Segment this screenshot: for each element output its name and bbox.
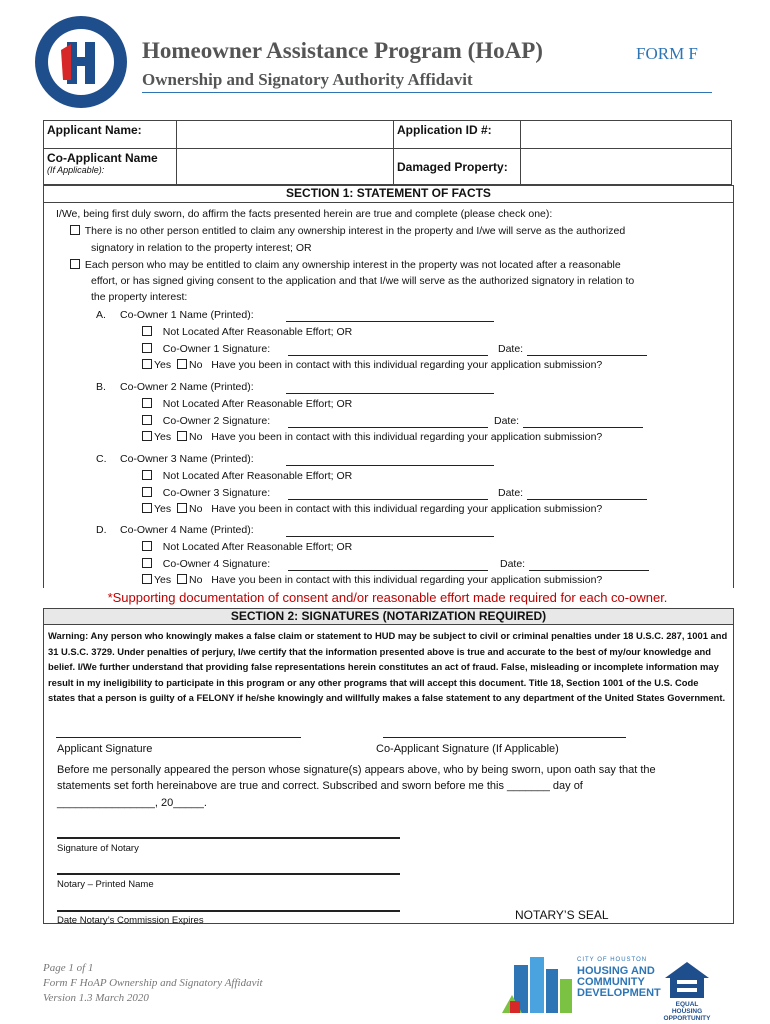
signature-label: Co-Owner 3 Signature: (162, 487, 271, 499)
coowner-name-field[interactable] (286, 393, 494, 394)
coowner-name-field[interactable] (286, 465, 494, 466)
option2-line1: Each person who may be entitled to claim any ownership interest in the property was not located after a reasonable (84, 259, 621, 271)
option1-checkbox[interactable] (70, 225, 80, 235)
option1-line1: There is no other person entitled to claim any ownership interest in the property and I/we will serve as the authorized (84, 225, 626, 237)
coowner-signature-row (142, 558, 270, 570)
coowner-letter: A. (96, 309, 106, 321)
coapplicant-name-label: Co-Applicant Name (47, 151, 158, 165)
signature-label: Co-Owner 4 Signature: (162, 558, 271, 570)
option2 (70, 259, 621, 271)
option1-line2: signatory in relation to the property interest; OR (91, 242, 312, 254)
commission-expires-line[interactable] (57, 910, 400, 912)
signature-checkbox[interactable] (142, 487, 152, 497)
not-located-checkbox[interactable] (142, 326, 152, 336)
section1-intro: I/We, being first duly sworn, do affirm the facts presented herein are true and complete (please check one): (56, 208, 553, 220)
applicant-signature-label: Applicant Signature (57, 743, 153, 755)
hcd-line2: COMMUNITY (577, 976, 645, 988)
date-label: Date: (498, 343, 524, 355)
no-checkbox[interactable] (177, 574, 187, 584)
not-located-checkbox[interactable] (142, 398, 152, 408)
not-located-label: Not Located After Reasonable Effort; OR (162, 470, 353, 482)
commission-expires-label: Date Notary’s Commission Expires (57, 915, 204, 926)
contact-question: Have you been in contact with this individual regarding your application submission? (211, 503, 603, 515)
option2-line3: the property interest: (91, 291, 188, 303)
coowner-name-field[interactable] (286, 321, 494, 322)
coowner-name-label: Co-Owner 4 Name (Printed): (120, 524, 254, 536)
notary-text-line2: statements set forth hereinabove are true and correct. Subscribed and sworn before me this _______ day of (57, 780, 583, 792)
no-label: No (188, 574, 203, 586)
form-title: Homeowner Assistance Program (HoAP) (142, 38, 543, 63)
coowner-not-located (142, 398, 352, 410)
yes-checkbox[interactable] (142, 431, 152, 441)
contact-question-row (142, 503, 602, 515)
notary-printed-name-line[interactable] (57, 873, 400, 875)
section1-heading: SECTION 1: STATEMENT OF FACTS (43, 185, 734, 203)
coowner-not-located (142, 541, 352, 553)
coowner-letter: C. (96, 453, 107, 465)
application-id-field[interactable] (521, 121, 732, 149)
coowner-letter: D. (96, 524, 107, 536)
hcd-line3: DEVELOPMENT (577, 987, 661, 999)
coowner-not-located (142, 326, 352, 338)
contact-question: Have you been in contact with this individual regarding your application submission? (211, 359, 603, 371)
signature-checkbox[interactable] (142, 343, 152, 353)
eho-line1: EQUAL HOUSING (671, 1001, 703, 1015)
supporting-documentation-note: *Supporting documentation of consent and/or reasonable effort made required for each co-owner. (107, 590, 668, 605)
contact-question: Have you been in contact with this individual regarding your application submission? (211, 431, 603, 443)
contact-question: Have you been in contact with this individual regarding your application submission? (211, 574, 603, 586)
coowner-name-label: Co-Owner 2 Name (Printed): (120, 381, 254, 393)
option2-checkbox[interactable] (70, 259, 80, 269)
damaged-property-field[interactable] (521, 149, 732, 185)
applicant-name-field[interactable] (177, 121, 394, 149)
notary-text-line1: Before me personally appeared the person whose signature(s) appears above, who by being sworn, upon oath say that the (57, 764, 656, 776)
yes-label: Yes (154, 359, 172, 371)
hcd-building-logo (500, 955, 578, 1017)
title-divider (142, 92, 712, 93)
hcd-city: CITY OF HOUSTON (577, 957, 648, 963)
yes-checkbox[interactable] (142, 503, 152, 513)
date-label: Date: (498, 487, 524, 499)
not-located-label: Not Located After Reasonable Effort; OR (162, 541, 353, 553)
coowner-letter: B. (96, 381, 106, 393)
coowner-not-located (142, 470, 352, 482)
footer-form-name: Form F HoAP Ownership and Signatory Affidavit (43, 977, 263, 989)
yes-label: Yes (154, 574, 172, 586)
coowner-name-label: Co-Owner 1 Name (Printed): (120, 309, 254, 321)
section2-heading: SECTION 2: SIGNATURES (NOTARIZATION REQUIRED) (43, 608, 734, 625)
contact-question-row (142, 431, 602, 443)
no-label: No (188, 359, 203, 371)
contact-question-row (142, 574, 602, 586)
form-label: FORM F (636, 44, 698, 63)
yes-checkbox[interactable] (142, 574, 152, 584)
form-subtitle: Ownership and Signatory Authority Affidavit (142, 70, 473, 89)
signature-label: Co-Owner 1 Signature: (162, 343, 271, 355)
date-field[interactable] (527, 355, 647, 356)
signature-field[interactable] (288, 499, 488, 500)
equal-housing-text (660, 1001, 714, 1022)
notary-seal-label: NOTARY’S SEAL (515, 908, 609, 922)
coapplicant-signature-label: Co-Applicant Signature (If Applicable) (376, 743, 559, 755)
signature-field[interactable] (288, 427, 488, 428)
coapplicant-name-cell (44, 149, 177, 185)
damaged-property-label: Damaged Property: (394, 149, 521, 185)
signature-label: Co-Owner 2 Signature: (162, 415, 271, 427)
option2-line2: effort, or has signed giving consent to the application and that I/we will serve as the authorized signatory in relation to (91, 275, 635, 287)
not-located-checkbox[interactable] (142, 470, 152, 480)
notary-signature-line[interactable] (57, 837, 400, 839)
no-checkbox[interactable] (177, 359, 187, 369)
date-label: Date: (500, 558, 526, 570)
no-label: No (188, 431, 203, 443)
applicant-signature-line[interactable] (56, 737, 301, 738)
no-checkbox[interactable] (177, 431, 187, 441)
date-field[interactable] (523, 427, 643, 428)
signature-field[interactable] (288, 355, 488, 356)
hcd-text (577, 966, 661, 999)
coowner-name-field[interactable] (286, 536, 494, 537)
footer-version: Version 1.3 March 2020 (43, 992, 149, 1004)
footer-page: Page 1 of 1 (43, 962, 94, 974)
coowner-name-label: Co-Owner 3 Name (Printed): (120, 453, 254, 465)
signature-of-notary-label: Signature of Notary (57, 843, 139, 854)
coapplicant-signature-line[interactable] (383, 737, 626, 738)
signature-checkbox[interactable] (142, 558, 152, 568)
coapplicant-name-field[interactable] (177, 149, 394, 185)
date-field[interactable] (529, 570, 649, 571)
signature-checkbox[interactable] (142, 415, 152, 425)
application-id-label: Application ID #: (394, 121, 521, 149)
date-label: Date: (494, 415, 520, 427)
not-located-label: Not Located After Reasonable Effort; OR (162, 398, 353, 410)
yes-checkbox[interactable] (142, 359, 152, 369)
coapplicant-note: (If Applicable): (47, 165, 105, 175)
coowner-signature-row (142, 415, 270, 427)
hcd-line1: HOUSING AND (577, 965, 655, 977)
yes-label: Yes (154, 431, 172, 443)
applicant-info-table (43, 120, 732, 185)
coowner-signature-row (142, 487, 270, 499)
no-checkbox[interactable] (177, 503, 187, 513)
notary-text-line3: ________________, 20_____. (57, 797, 207, 809)
no-label: No (188, 503, 203, 515)
eho-line2: OPPORTUNITY (663, 1015, 711, 1022)
applicant-name-label: Applicant Name: (44, 121, 177, 149)
notary-printed-name-label: Notary – Printed Name (57, 879, 154, 890)
not-located-label: Not Located After Reasonable Effort; OR (162, 326, 353, 338)
equal-housing-icon (663, 960, 711, 1000)
not-located-checkbox[interactable] (142, 541, 152, 551)
houston-logo (33, 14, 129, 110)
coowner-signature-row (142, 343, 270, 355)
option1 (70, 225, 625, 237)
date-field[interactable] (527, 499, 647, 500)
signature-field[interactable] (288, 570, 488, 571)
contact-question-row (142, 359, 602, 371)
perjury-warning: Warning: Any person who knowingly makes a false claim or statement to HUD may be subject to civil or criminal penalties under 18 U.S.C. 287, 1001 and 31 U.S.C. 3729. Under penalties of perjury, I/we certify that the information presented above is true and accurate to the best of my/our knowledge and belief. I/We further understand that providing false representations herein constitutes an act of fraud. False, misleading or incomplete information may result in my ineligibility to participate in this program or any other programs that will accept this document. Title 18, Section 1001 of the U.S. Code states that a person is guilty of a FELONY if he/she knowingly and willfully makes a false statement to any department of the United States Government. (48, 630, 728, 703)
yes-label: Yes (154, 503, 172, 515)
